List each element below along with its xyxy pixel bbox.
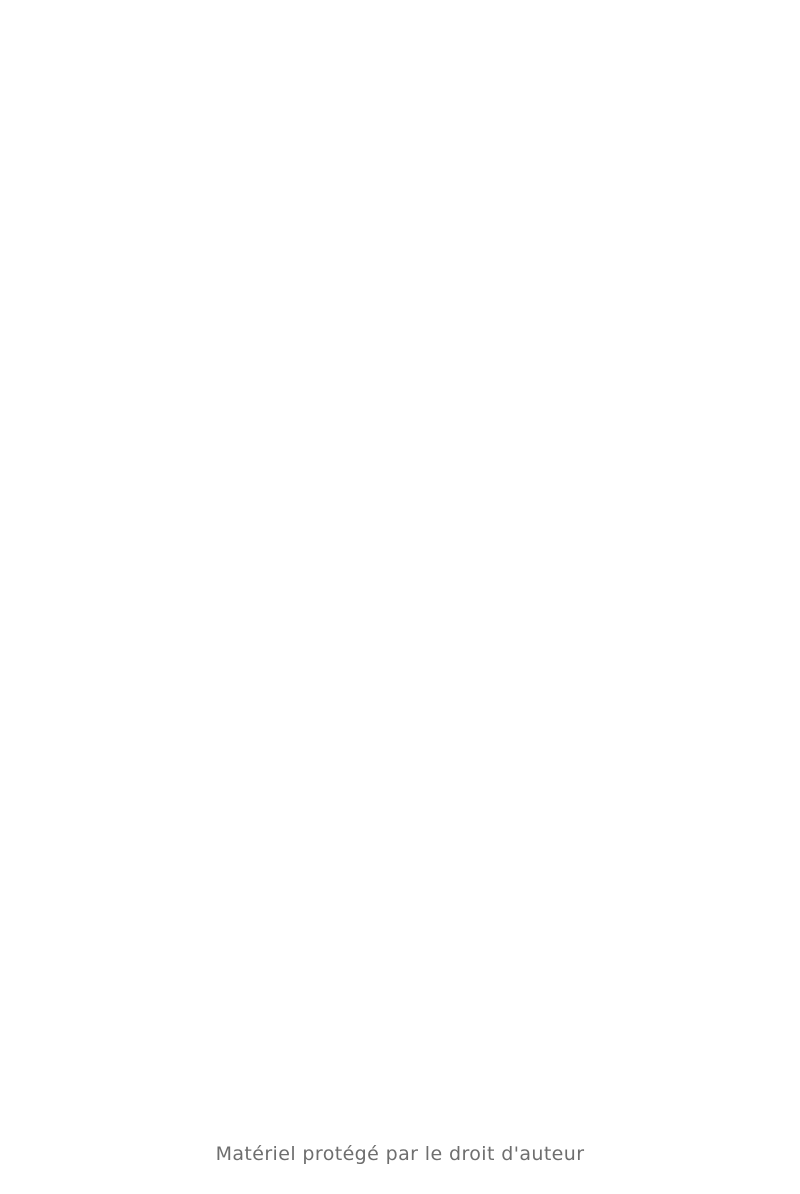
- copyright-watermark-bottom: Matériel protégé par le droit d'auteur: [215, 1143, 585, 1165]
- toc-entry-4: [100, 982, 673, 1004]
- table-of-contents: [100, 165, 673, 1010]
